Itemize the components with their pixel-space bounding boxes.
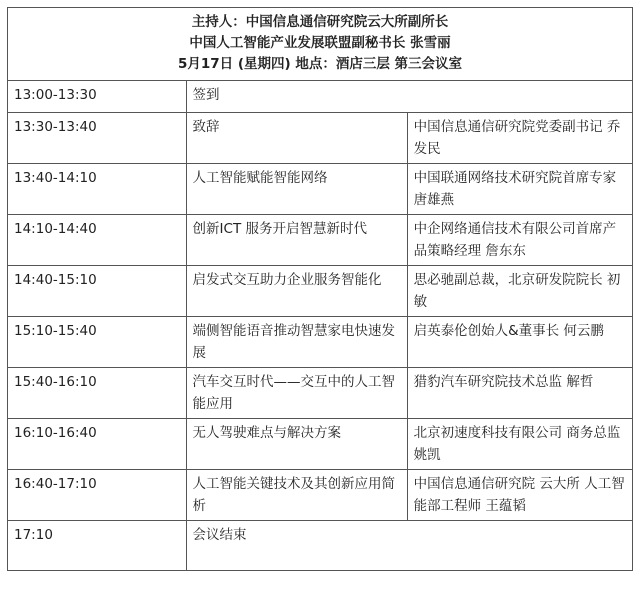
speaker-cell: 中国信息通信研究院党委副书记 乔发民	[407, 113, 632, 164]
agenda-header-row	[8, 8, 633, 81]
topic-cell: 无人驾驶难点与解决方案	[186, 419, 407, 470]
time-cell: 13:00-13:30	[8, 81, 187, 113]
speaker-cell: 北京初速度科技有限公司 商务总监 姚凯	[407, 419, 632, 470]
table-row	[8, 521, 633, 571]
agenda-table	[7, 7, 633, 571]
time-cell: 15:10-15:40	[8, 317, 187, 368]
table-row	[8, 419, 633, 470]
table-row	[8, 215, 633, 266]
host-title-line: 中国人工智能产业发展联盟副秘书长 张雪丽	[189, 35, 451, 51]
speaker-cell: 中企网络通信技术有限公司首席产品策略经理 詹东东	[407, 215, 632, 266]
topic-cell: 人工智能关键技术及其创新应用简析	[186, 470, 407, 521]
time-cell: 14:40-15:10	[8, 266, 187, 317]
table-row	[8, 317, 633, 368]
topic-cell: 人工智能赋能智能网络	[186, 164, 407, 215]
table-row	[8, 81, 633, 113]
topic-cell: 创新ICT 服务开启智慧新时代	[186, 215, 407, 266]
time-cell: 14:10-14:40	[8, 215, 187, 266]
date-place-line: 5月17日 (星期四) 地点：酒店三层 第三会议室	[177, 56, 463, 72]
topic-cell: 签到	[186, 81, 632, 113]
speaker-cell: 中国信息通信研究院 云大所 人工智能部工程师 王蕴韬	[407, 470, 632, 521]
topic-cell: 会议结束	[186, 521, 632, 571]
table-row	[8, 113, 633, 164]
topic-cell: 启发式交互助力企业服务智能化	[186, 266, 407, 317]
table-row	[8, 368, 633, 419]
topic-cell: 汽车交互时代——交互中的人工智能应用	[186, 368, 407, 419]
speaker-cell: 猎豹汽车研究院技术总监 解哲	[407, 368, 632, 419]
agenda-header	[8, 8, 633, 81]
agenda-document	[7, 7, 633, 571]
time-cell: 15:40-16:10	[8, 368, 187, 419]
time-cell: 13:30-13:40	[8, 113, 187, 164]
time-cell: 13:40-14:10	[8, 164, 187, 215]
time-cell: 17:10	[8, 521, 187, 571]
table-row	[8, 266, 633, 317]
speaker-cell: 启英泰伦创始人&董事长 何云鹏	[407, 317, 632, 368]
time-cell: 16:40-17:10	[8, 470, 187, 521]
topic-cell: 致辞	[186, 113, 407, 164]
time-cell: 16:10-16:40	[8, 419, 187, 470]
topic-cell: 端侧智能语音推动智慧家电快速发展	[186, 317, 407, 368]
table-row	[8, 470, 633, 521]
table-row	[8, 164, 633, 215]
speaker-cell: 中国联通网络技术研究院首席专家 唐雄燕	[407, 164, 632, 215]
speaker-cell: 思必驰副总裁，北京研发院院长 初敏	[407, 266, 632, 317]
host-line: 主持人：中国信息通信研究院云大所副所长	[191, 14, 449, 30]
